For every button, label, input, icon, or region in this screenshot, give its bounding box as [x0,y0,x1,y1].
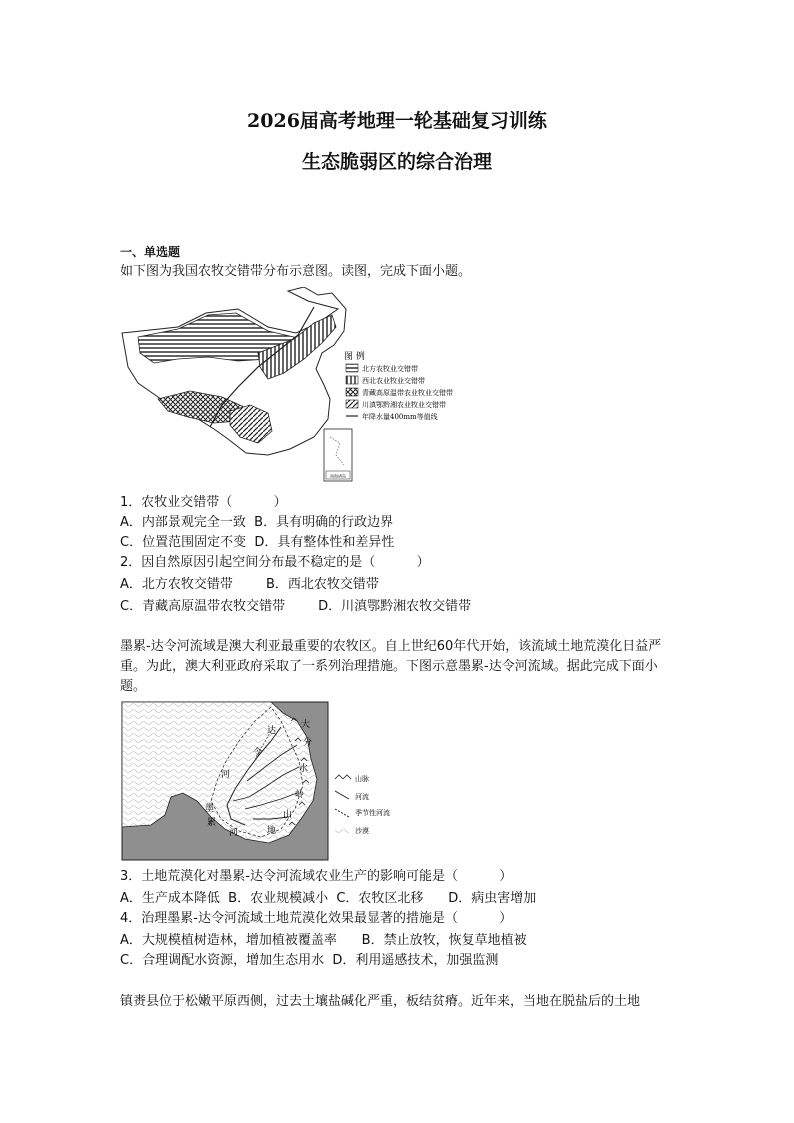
map2-legend-item-1: 山脉 [355,775,369,783]
label-he1: 河 [221,770,231,780]
question-4-options-c-d: C．合理调配水资源，增加生态用水 D．利用遥感技术，加强监测 [120,953,499,968]
document-title: 2026届高考地理一轮基础复习训练 [247,110,547,132]
section-heading: 一、单选题 [120,245,181,259]
legend-item-3: 青藏高原温带农业牧业交错带 [362,389,453,397]
question-3-options: A．生产成本降低 B．农业规模减小 C．农牧区北移 D．病虫害增加 [120,891,537,906]
intro-paragraph-2: 墨累-达令河流域是澳大利亚最重要的农牧区。自上世纪60年代开始，该流域土地荒漠化日益严重。为此，澳大利亚政府采取了一系列治理措施。下图示意墨累-达令河流域。据此完成下面小题。 [120,639,662,694]
question-1-options-c-d: C．位置范围固定不变 D．具有整体性和差异性 [120,535,395,550]
label-range-5: 山 [283,810,293,820]
label-mo: 墨 [205,804,215,814]
legend-swatch-southwest [346,400,358,408]
label-range-3: 水 [299,764,309,774]
document-subtitle: 生态脆弱区的综合治理 [301,151,492,173]
label-he2: 河 [229,828,239,838]
china-ecotone-map [118,287,490,485]
map1-legend-title: 图 例 [344,352,365,362]
intro-paragraph-3: 镇赉县位于松嫩平原西侧，过去土壤盐碱化严重，板结贫瘠。近年来，当地在脱盐后的土地 [120,994,641,1009]
legend-swatch-tibet [346,388,358,396]
legend-mountain-symbol [335,775,351,779]
label-da: 达 [267,726,277,736]
legend-swatch-north [346,364,358,372]
question-1-stem: 1．农牧业交错带（ ） [120,495,287,510]
legend-swatch-northwest [346,376,358,384]
question-4-stem: 4．治理墨累-达令河流域土地荒漠化效果最显著的措施是（ ） [120,911,513,926]
question-1-options-a-b: A．内部景观完全一致 B．具有明确的行政边界 [120,515,394,530]
legend-item-5: 年降水量400mm等值线 [362,413,438,421]
question-2-options-c-d: C．青藏高原温带农牧交错带 D．川滇鄂黔湘农牧交错带 [120,599,472,614]
label-range-6: 地 [267,826,277,836]
legend-item-1: 北方农牧业交错带 [362,365,418,373]
legend-item-4: 川滇鄂黔湘农业牧业交错带 [362,401,446,409]
map2-legend-item-2: 河流 [355,793,369,801]
label-ling: 令 [253,748,263,758]
legend-river-symbol [335,791,349,799]
question-3-stem: 3．土地荒漠化对墨累-达令河流域农业生产的影响可能是（ ） [120,869,513,884]
label-range-2: 分 [303,738,313,748]
question-4-options-a-b: A．大规模植树造林，增加植被覆盖率 B．禁止放牧，恢复草地植被 [120,933,527,948]
label-range-1: 大 [301,720,311,730]
question-2-stem: 2．因自然原因引起空间分布最不稳定的是（ ） [120,555,430,570]
legend-item-2: 西北农业牧业交错带 [362,377,425,385]
legend-seasonal-river-symbol [335,809,349,817]
question-2-options-a-b: A．北方农牧交错带 B．西北农牧交错带 [120,577,379,592]
murray-darling-map [121,701,421,861]
legend-desert-symbol [335,827,349,833]
map2-legend-item-4: 沙漠 [355,827,369,835]
label-lei: 累 [207,818,217,828]
label-range-4: 岭 [295,790,305,800]
inset-label: 南海诸岛 [330,473,346,479]
intro-paragraph-1: 如下图为我国农牧交错带分布示意图。读图，完成下面小题。 [120,264,472,279]
map2-legend-item-3: 季节性河流 [355,809,390,817]
